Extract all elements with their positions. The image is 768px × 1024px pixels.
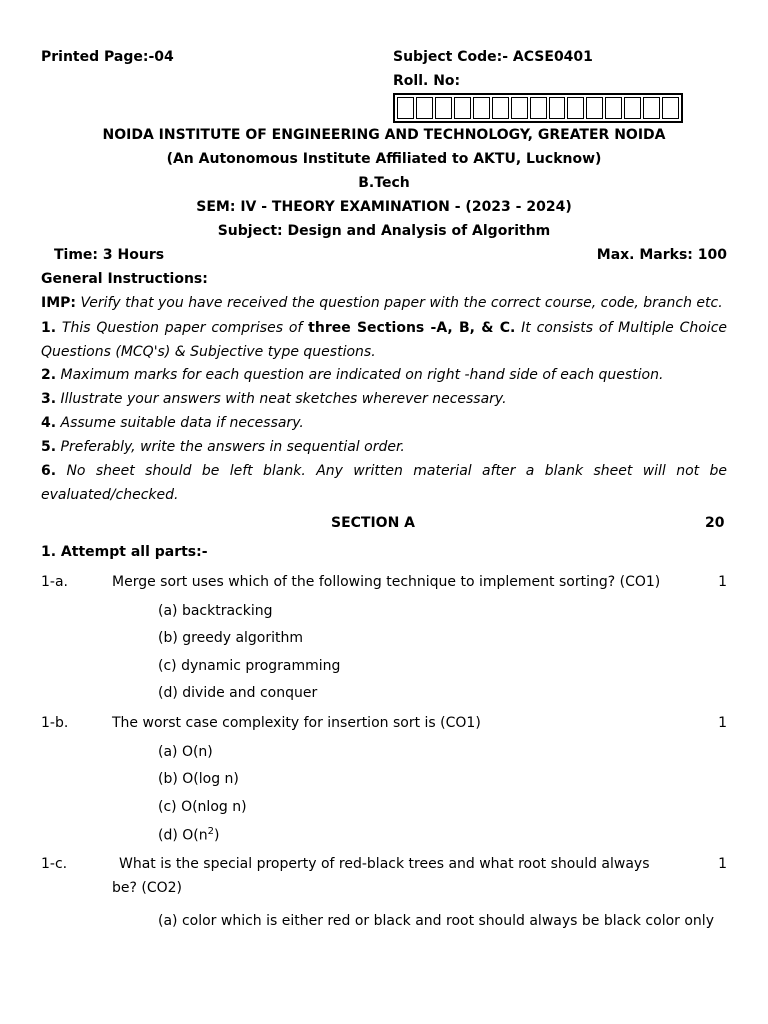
option-d [158, 826, 219, 844]
question-text-line-2: be? (CO2) [112, 880, 183, 896]
instruction-text: Illustrate your answers with neat sketches wherever necessary. [60, 391, 507, 407]
instruction-number: 4. [41, 415, 57, 431]
roll-digit-box [511, 97, 528, 119]
roll-digit-box [473, 97, 490, 119]
roll-digit-box [643, 97, 660, 119]
subject-title: Subject: Design and Analysis of Algorithm [217, 223, 551, 239]
roll-digit-box [416, 97, 433, 119]
option-a: (a) color which is either red or black and root should always be black color only [158, 913, 714, 929]
instruction-number: 5. [41, 439, 57, 455]
subject-code-label: Subject Code:- ACSE0401 [393, 49, 593, 65]
institute-name: NOIDA INSTITUTE OF ENGINEERING AND TECHNOLOGY, GREATER NOIDA [102, 127, 666, 143]
instruction-number: 1. [41, 320, 57, 336]
question-number: 1-b. [41, 715, 69, 731]
instruction-number: 3. [41, 391, 57, 407]
roll-digit-box [435, 97, 452, 119]
section-marks: 20 [705, 515, 725, 531]
instruction-number: 2. [41, 367, 57, 383]
instruction-2 [41, 367, 663, 383]
imp-text: Verify that you have received the question paper with the correct course, code, branch etc. [80, 295, 723, 311]
roll-no-label: Roll. No: [393, 73, 461, 89]
instruction-text: Preferably, write the answers in sequential order. [60, 439, 405, 455]
roll-digit-box [567, 97, 584, 119]
option-b: (b) greedy algorithm [158, 630, 304, 646]
roll-digit-box [530, 97, 547, 119]
roll-digit-box [492, 97, 509, 119]
roll-digit-box [549, 97, 566, 119]
instruction-text: This Question paper comprises of [61, 320, 303, 336]
imp-instruction [41, 295, 723, 311]
option-d-close: ) [214, 827, 220, 844]
option-b: (b) O(log n) [158, 771, 239, 787]
question-marks: 1 [718, 856, 727, 872]
instructions-heading: General Instructions: [41, 271, 208, 287]
max-marks: Max. Marks: 100 [596, 247, 727, 263]
section-title: SECTION A [331, 515, 416, 531]
exam-time: Time: 3 Hours [54, 247, 165, 263]
question-text-line-1: What is the special property of red-black trees and what root should always [119, 856, 650, 872]
instruction-emphasis: three Sections -A, B, & C. [308, 320, 516, 336]
printed-page-label: Printed Page:-04 [41, 49, 174, 65]
instruction-text: It consists of Multiple Choice Questions (MCQ's) & Subjective type questions. [41, 320, 728, 360]
option-a: (a) backtracking [158, 603, 273, 619]
option-d: (d) divide and conquer [158, 685, 318, 701]
roll-digit-box [397, 97, 414, 119]
option-c: (c) dynamic programming [158, 658, 341, 674]
instruction-4 [41, 415, 304, 431]
question-text: Merge sort uses which of the following technique to implement sorting? (CO1) [112, 574, 661, 590]
question-text: The worst case complexity for insertion sort is (CO1) [112, 715, 481, 731]
option-d-exponent: 2 [207, 826, 214, 837]
institute-affiliation: (An Autonomous Institute Affiliated to AKTU, Lucknow) [166, 151, 602, 167]
attempt-instruction: 1. Attempt all parts:- [41, 544, 208, 560]
roll-digit-box [586, 97, 603, 119]
instruction-text: Assume suitable data if necessary. [60, 415, 304, 431]
instruction-text: No sheet should be left blank. Any written material after a blank sheet will not be evaluated/checked. [41, 463, 727, 503]
roll-digit-box [662, 97, 679, 119]
instruction-5 [41, 439, 405, 455]
option-a: (a) O(n) [158, 744, 213, 760]
roll-number-boxes [393, 93, 683, 123]
question-number: 1-a. [41, 574, 68, 590]
roll-digit-box [454, 97, 471, 119]
instruction-3 [41, 391, 507, 407]
option-c: (c) O(nlog n) [158, 799, 247, 815]
question-marks: 1 [718, 574, 727, 590]
roll-digit-box [624, 97, 641, 119]
exam-title: SEM: IV - THEORY EXAMINATION - (2023 - 2024) [196, 199, 572, 215]
instruction-1 [41, 316, 727, 364]
instruction-number: 6. [41, 463, 57, 479]
program-name: B.Tech [358, 175, 410, 191]
option-d-base: (d) O(n [158, 827, 208, 844]
roll-digit-box [605, 97, 622, 119]
question-marks: 1 [718, 715, 727, 731]
imp-label: IMP: [41, 295, 76, 311]
question-number: 1-c. [41, 856, 68, 872]
instruction-6 [41, 459, 727, 507]
instruction-text: Maximum marks for each question are indicated on right -hand side of each question. [60, 367, 664, 383]
